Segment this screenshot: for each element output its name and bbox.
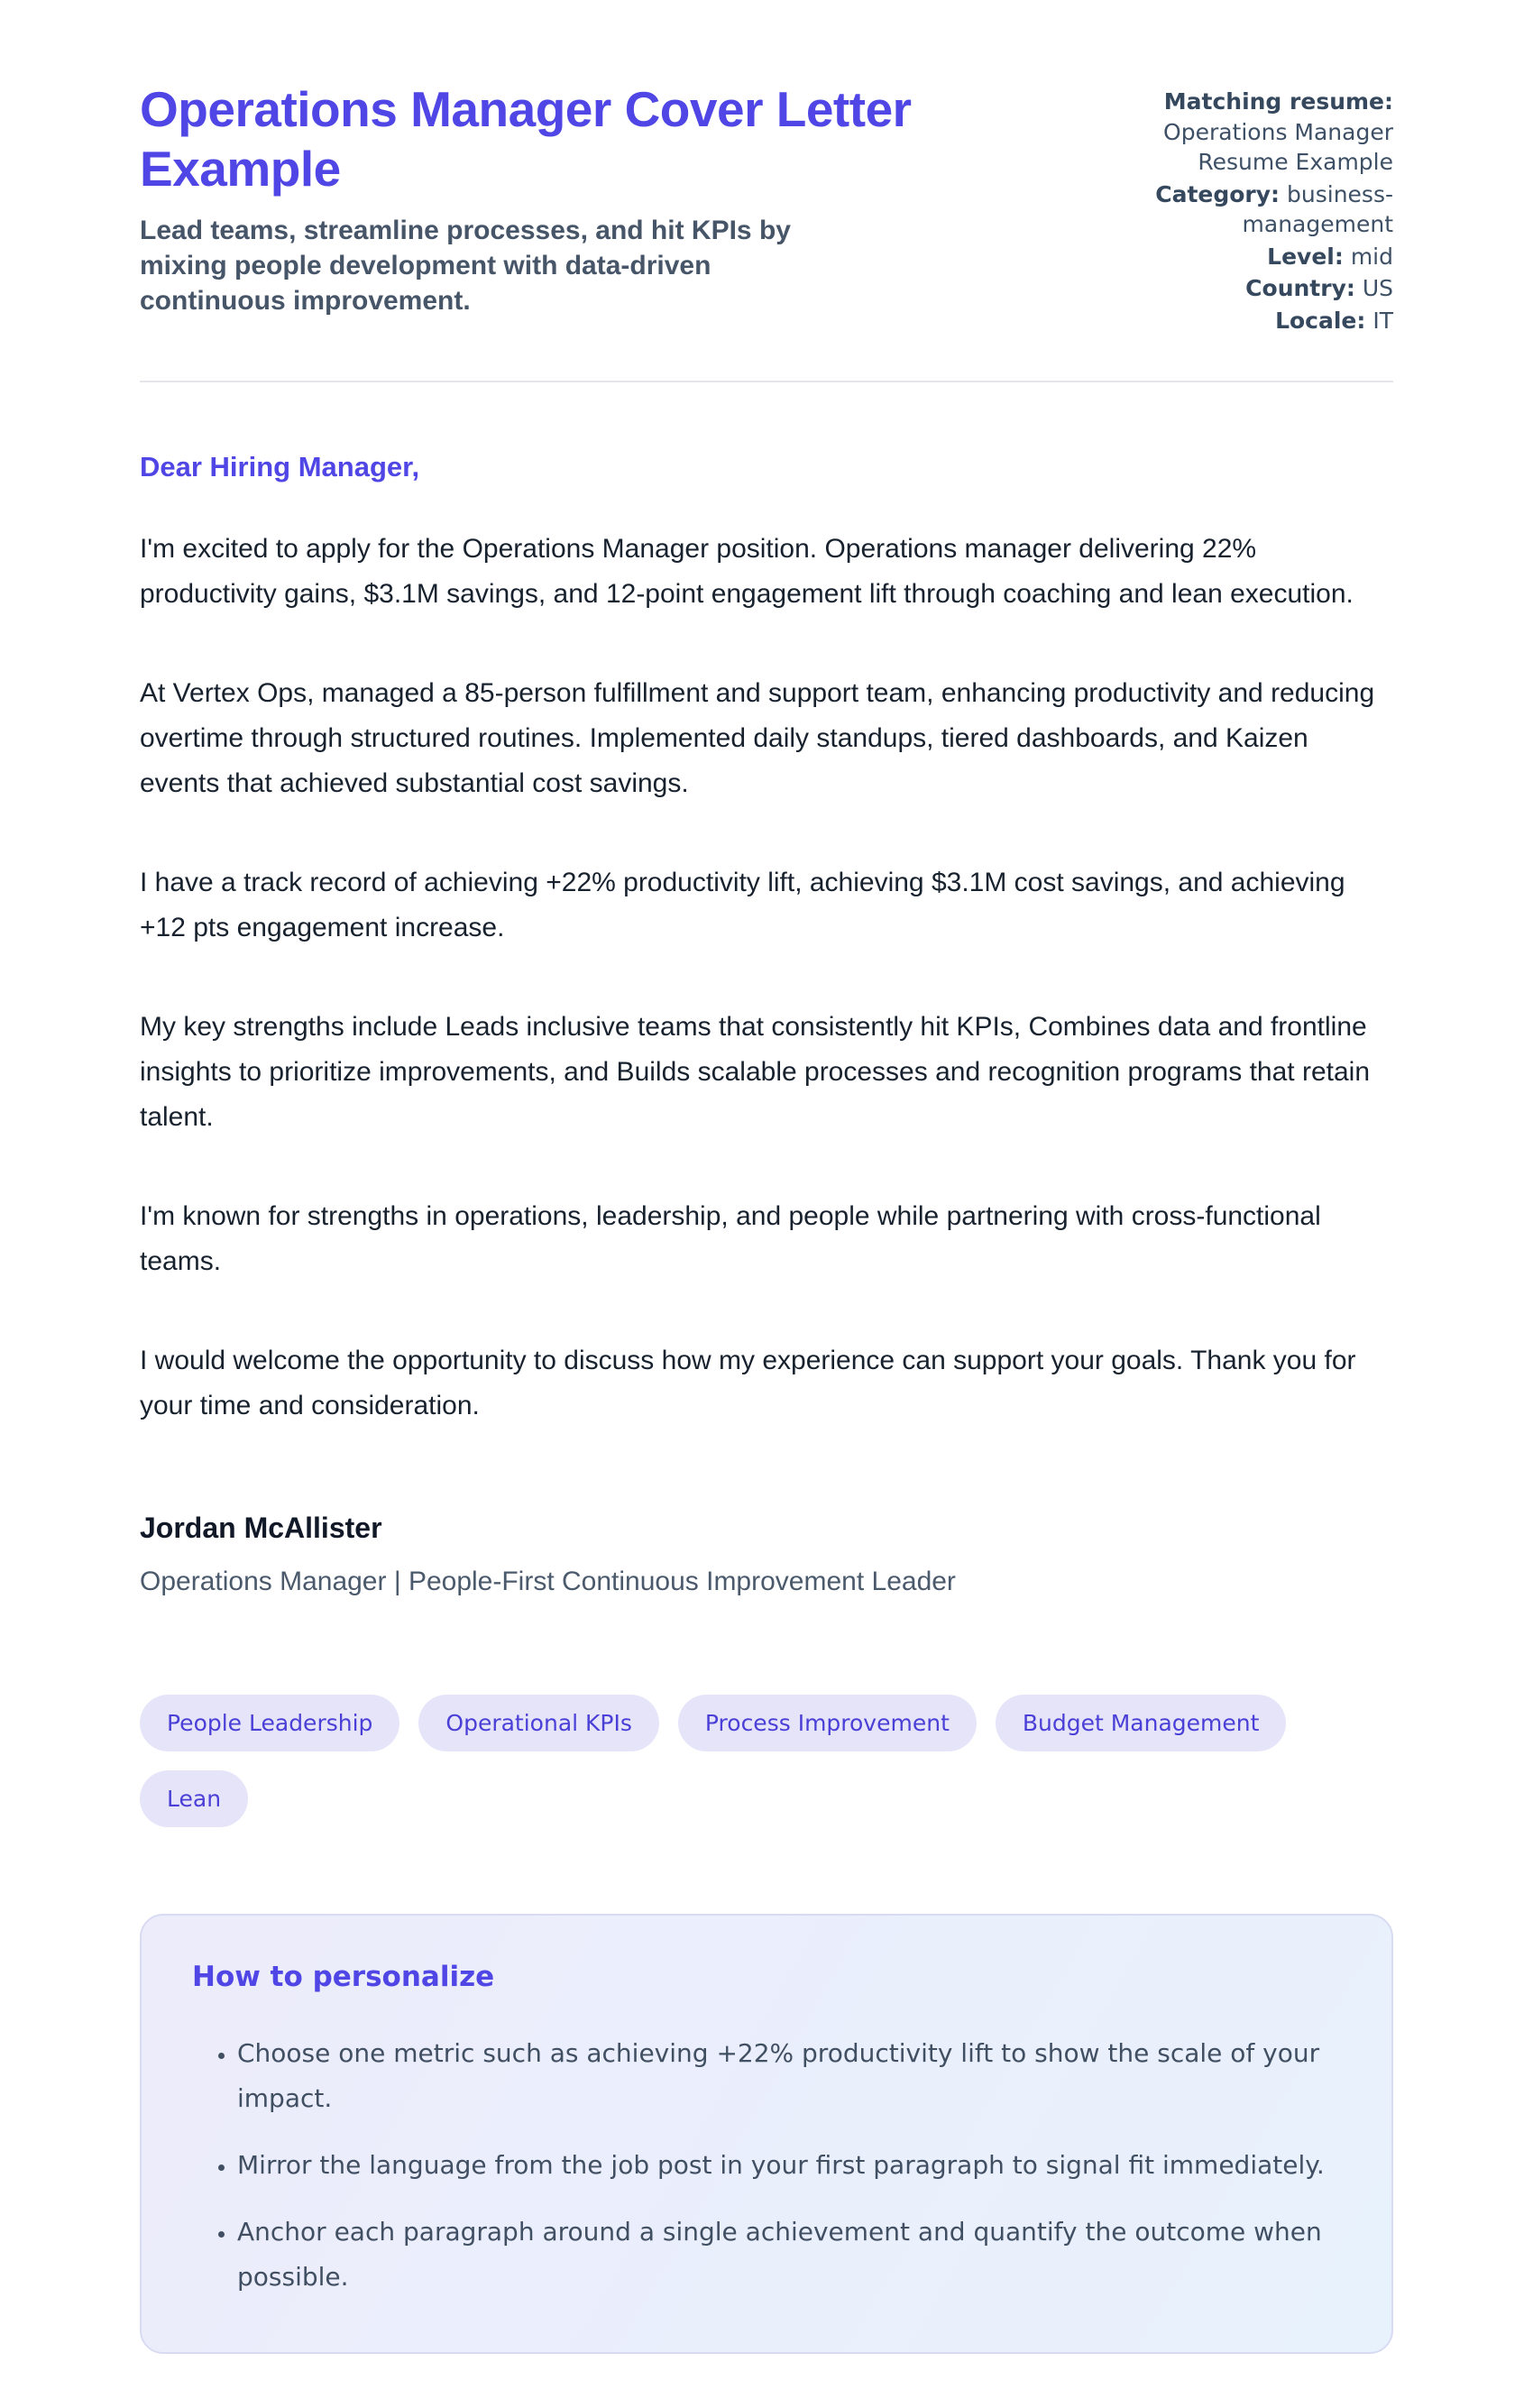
meta-category: [1096, 179, 1393, 240]
meta-country-label: Country:: [1245, 275, 1355, 301]
letter-paragraph: At Vertex Ops, managed a 85-person fulfillment and support team, enhancing productivity and reducing overtime through structured routines. Implemented daily standups, tiered dashboards, and Kaizen events that achieved substantial cost savings.: [140, 678, 1375, 798]
meta-level-label: Level:: [1267, 243, 1344, 270]
meta-matching-resume-label: Matching resume:: [1163, 88, 1393, 115]
page-subtitle: Lead teams, streamline processes, and hit KPIs by mixing people development with data-driven continuous improvement.: [140, 216, 791, 316]
letter-body: [140, 451, 1393, 1597]
tips-title: How to personalize: [192, 1961, 495, 1993]
signature-name: Jordan McAllister: [140, 1512, 382, 1544]
letter-paragraph: I would welcome the opportunity to discuss how my experience can support your goals. Thank you for your time and consideration.: [140, 1346, 1356, 1420]
meta-locale-value: IT: [1372, 307, 1393, 334]
page-header: [140, 79, 1393, 337]
tag-pill: Operational KPIs: [418, 1695, 659, 1751]
letter-paragraph: My key strengths include Leads inclusive teams that consistently hit KPIs, Combines data and frontline insights to prioritize improvements, and Builds scalable processes and recognition programs that retain talent.: [140, 1012, 1371, 1132]
meta-level: [1096, 242, 1393, 272]
meta-level-value: mid: [1350, 243, 1393, 270]
letter-paragraph: I have a track record of achieving +22% productivity lift, achieving $3.1M cost savings, and achieving +12 pts engagement increase.: [140, 868, 1345, 942]
meta-locale-label: Locale:: [1275, 307, 1366, 334]
header-meta-panel: [1096, 79, 1393, 337]
letter-paragraph: I'm known for strengths in operations, leadership, and people while partnering with cross-functional teams.: [140, 1201, 1321, 1276]
signature-role: Operations Manager | People-First Continuous Improvement Leader: [140, 1567, 956, 1596]
tag-pill: Lean: [140, 1770, 248, 1827]
tips-list: [192, 2031, 1341, 2300]
meta-matching-resume-value: Operations Manager Resume Example: [1163, 118, 1393, 175]
meta-country-value: US: [1362, 275, 1393, 301]
tag-pill: People Leadership: [140, 1695, 399, 1751]
letter-greeting: Dear Hiring Manager,: [140, 451, 420, 483]
meta-locale: [1096, 306, 1393, 336]
tips-item: • Anchor each paragraph around a single achievement and quantify the outcome when possible.: [237, 2210, 1341, 2300]
letter-paragraph: I'm excited to apply for the Operations Manager position. Operations manager delivering 22% productivity gains, $3.1M savings, and 12-point engagement lift through coaching and lean execution.: [140, 534, 1354, 609]
skill-tags: [140, 1695, 1393, 1827]
tag-pill: Budget Management: [996, 1695, 1287, 1751]
meta-category-value: business-management: [1242, 180, 1393, 237]
how-to-personalize-card: [140, 1914, 1393, 2354]
meta-matching-resume: [1096, 87, 1393, 178]
tag-pill: Process Improvement: [678, 1695, 977, 1751]
header-title-block: [140, 79, 969, 318]
meta-category-label: Category:: [1155, 180, 1281, 207]
tips-item: • Choose one metric such as achieving +22% productivity lift to show the scale of your impact.: [237, 2031, 1341, 2121]
tips-item: • Mirror the language from the job post in your first paragraph to signal fit immediately.: [237, 2143, 1341, 2188]
page-title: Operations Manager Cover Letter Example: [140, 81, 912, 197]
meta-country: [1096, 273, 1393, 304]
header-divider: [140, 381, 1393, 382]
